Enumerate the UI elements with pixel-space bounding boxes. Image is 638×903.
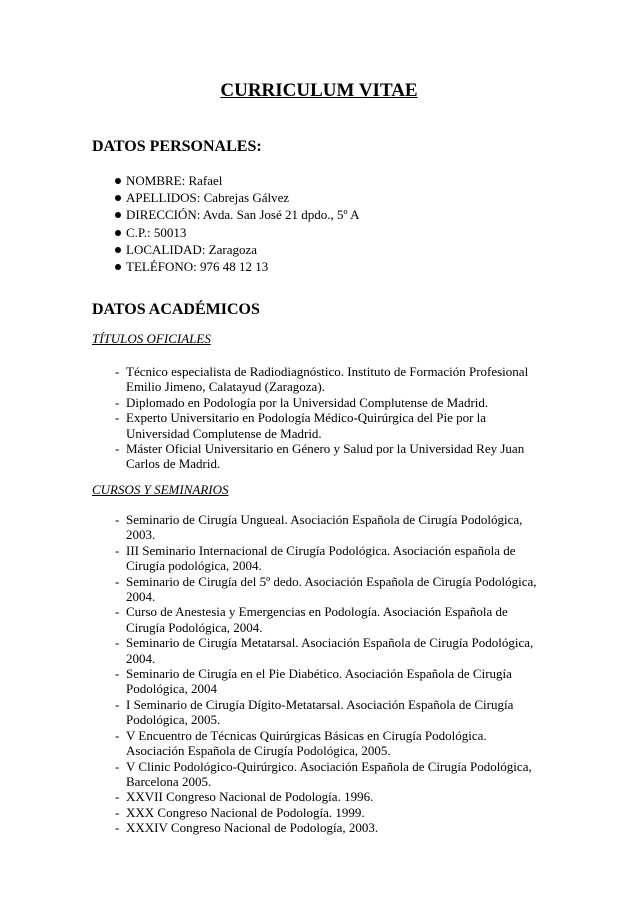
- list-item: [92, 820, 558, 835]
- personal-item-text: APELLIDOS: Cabrejas Gálvez: [126, 190, 290, 206]
- dash-marker: -: [115, 542, 120, 558]
- personal-item-text: NOMBRE: Rafael: [126, 173, 223, 188]
- personal-item-text: DIRECCIÓN: Avda. San José 21 dpdo., 5º A: [126, 207, 360, 223]
- item-line: Podológica, 2005.: [126, 712, 221, 728]
- item-line: I Seminario de Cirugía Dígito-Metatarsal. Asociación Española de Cirugía: [126, 696, 514, 712]
- list-item: [92, 364, 558, 395]
- list-item: [92, 189, 359, 206]
- bullet-icon: [115, 178, 121, 184]
- item-line: Diplomado en Podología por la Universidad Complutense de Madrid.: [126, 394, 489, 410]
- item-line: 2003.: [126, 527, 156, 543]
- list-item: [92, 512, 558, 543]
- courses-seminars-heading: CURSOS Y SEMINARIOS: [92, 482, 229, 497]
- personal-item-text: C.P.: 50013: [126, 224, 187, 240]
- item-line: XXVII Congreso Nacional de Podología. 1996.: [126, 789, 374, 805]
- dash-marker: -: [115, 758, 120, 774]
- dash-marker: -: [115, 804, 120, 820]
- dash-marker: -: [115, 364, 120, 379]
- personal-data-heading: DATOS PERSONALES:: [92, 138, 262, 155]
- dash-marker: -: [115, 820, 120, 836]
- item-line: 2004.: [126, 650, 156, 666]
- item-line: XXXIV Congreso Nacional de Podología, 2003.: [126, 820, 379, 836]
- item-line: 2004.: [126, 589, 156, 605]
- bullet-icon: [115, 264, 121, 270]
- item-line: Barcelona 2005.: [126, 773, 212, 789]
- item-line: Podológica, 2004: [126, 681, 217, 697]
- item-line: Asociación Española de Cirugía Podológica, 2005.: [126, 743, 391, 759]
- list-item: [92, 258, 359, 275]
- dash-marker: -: [115, 666, 120, 682]
- item-line: Cirugía Podológica, 2004.: [126, 619, 263, 635]
- dash-marker: -: [115, 512, 120, 527]
- item-line: Universidad Complutense de Madrid.: [126, 425, 322, 441]
- list-item: [92, 241, 359, 258]
- item-line: Curso de Anestesia y Emergencias en Podología. Asociación Española de: [126, 604, 508, 620]
- dash-marker: -: [115, 635, 120, 651]
- list-item: [92, 441, 558, 472]
- bullet-icon: [115, 230, 121, 236]
- list-item: [92, 789, 558, 804]
- list-item: [92, 206, 359, 223]
- official-titles-list: [92, 364, 558, 472]
- item-line: Máster Oficial Universitario en Género y Salud por la Universidad Rey Juan: [126, 441, 525, 457]
- academic-data-heading: DATOS ACADÉMICOS: [92, 301, 260, 318]
- list-item: [92, 574, 558, 605]
- personal-data-list: [92, 172, 359, 275]
- list-item: [92, 805, 558, 820]
- bullet-icon: [115, 247, 121, 253]
- list-item: [92, 728, 558, 759]
- bullet-icon: [115, 195, 121, 201]
- item-line: Seminario de Cirugía Ungueal. Asociación Española de Cirugía Podológica,: [126, 512, 523, 527]
- dash-marker: -: [115, 573, 120, 589]
- personal-item-text: LOCALIDAD: Zaragoza: [126, 241, 258, 257]
- list-item: [92, 635, 558, 666]
- item-line: XXX Congreso Nacional de Podología. 1999.: [126, 804, 365, 820]
- list-item: [92, 543, 558, 574]
- courses-seminars-list: [92, 512, 558, 836]
- list-item: [92, 224, 359, 241]
- item-line: Cirugía podológica, 2004.: [126, 558, 262, 574]
- dash-marker: -: [115, 394, 120, 410]
- item-line: Emilio Jimeno, Calatayud (Zaragoza).: [126, 379, 325, 395]
- item-line: V Clinic Podológico-Quirúrgico. Asociación Española de Cirugía Podológica,: [126, 758, 532, 774]
- item-line: Técnico especialista de Radiodiagnóstico. Instituto de Formación Profesional: [126, 364, 529, 379]
- official-titles-heading: TÍTULOS OFICIALES: [92, 331, 211, 346]
- list-item: [92, 666, 558, 697]
- item-line: Seminario de Cirugía en el Pie Diabético. Asociación Española de Cirugía: [126, 666, 512, 682]
- bullet-icon: [115, 212, 121, 218]
- item-line: III Seminario Internacional de Cirugía Podológica. Asociación española de: [126, 542, 516, 558]
- dash-marker: -: [115, 727, 120, 743]
- list-item: [92, 604, 558, 635]
- dash-marker: -: [115, 441, 120, 457]
- list-item: [92, 759, 558, 790]
- list-item: [92, 395, 558, 410]
- document-title: CURRICULUM VITAE: [220, 80, 418, 101]
- list-item: [92, 172, 359, 189]
- dash-marker: -: [115, 604, 120, 620]
- item-line: Experto Universitario en Podología Médico-Quirúrgica del Pie por la: [126, 410, 487, 426]
- list-item: [92, 410, 558, 441]
- dash-marker: -: [115, 696, 120, 712]
- item-line: Seminario de Cirugía Metatarsal. Asociación Española de Cirugía Podológica,: [126, 635, 534, 651]
- dash-marker: -: [115, 789, 120, 805]
- item-line: V Encuentro de Técnicas Quirúrgicas Básicas en Cirugía Podológica.: [126, 727, 487, 743]
- personal-item-text: TELÉFONO: 976 48 12 13: [126, 258, 269, 274]
- item-line: Seminario de Cirugía del 5º dedo. Asociación Española de Cirugía Podológica,: [126, 573, 537, 589]
- dash-marker: -: [115, 410, 120, 426]
- list-item: [92, 697, 558, 728]
- item-line: Carlos de Madrid.: [126, 456, 221, 472]
